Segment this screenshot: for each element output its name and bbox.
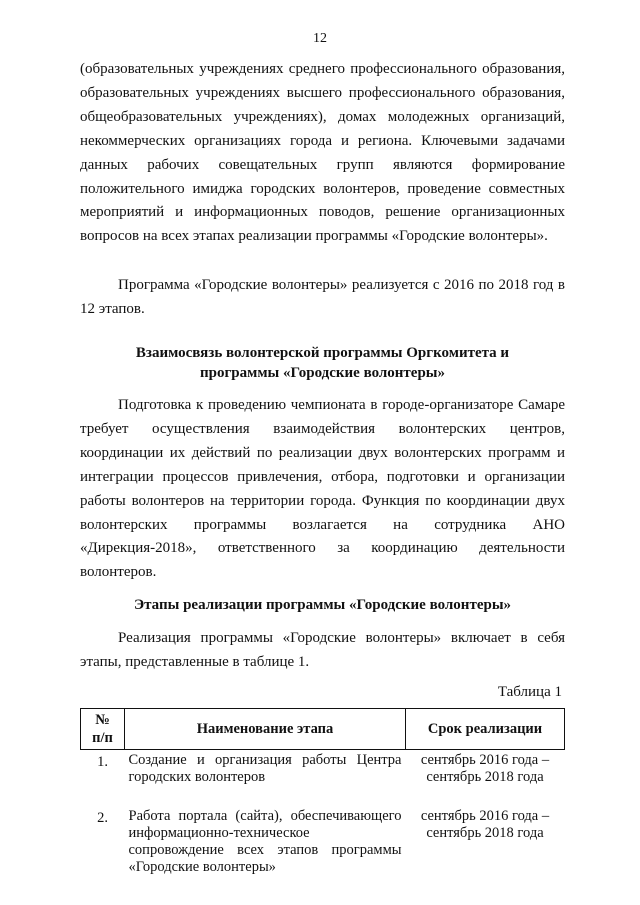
table-row (81, 750, 565, 807)
header-term: Срок реализации (406, 709, 565, 750)
coordination-paragraph: Подготовка к проведению чемпионата в городе-организаторе Самаре требует осуществления взаимодействия волонтерских центров, координации их действий по реализации двух волонтерских программ и интеграции процессов привлечения, отбора, подготовки и организации работы волонтеров на территории города. Функция по координации двух волонтерских программы возлагается на сотрудника АНО «Дирекция-2018», ответственного за координацию деятельности волонтеров. (80, 397, 565, 581)
table-caption: Таблица 1 (497, 684, 562, 700)
header-number-abbr: п/п (92, 730, 113, 746)
table-header-row (81, 709, 565, 750)
section-heading-line: программы «Городские волонтеры» (199, 365, 446, 381)
row-term-end: сентябрь 2018 года (426, 825, 544, 841)
program-period-paragraph: Программа «Городские волонтеры» реализуется с 2016 по 2018 год в 12 этапов. (80, 277, 565, 317)
row-term-start: сентябрь 2016 года – (420, 808, 550, 824)
row-stage-name: Создание и организация работы Центра городских волонтеров (128, 752, 402, 785)
row-term (406, 806, 565, 896)
row-term-start: сентябрь 2016 года – (420, 752, 550, 768)
section-heading-line: Взаимосвязь волонтерской программы Оргкомитета и (135, 345, 510, 361)
stages-table (80, 708, 565, 896)
page-number: 12 (313, 31, 327, 46)
header-number (81, 709, 125, 750)
row-term-end: сентябрь 2018 года (426, 769, 544, 785)
intro-paragraph: (образовательных учреждениях среднего профессионального образования, образовательных учреждениях высшего профессионального образования, общеобразовательных учреждениях), домах молодежных организаций, некоммерческих организациях города и региона. Ключевыми задачами данных рабочих совещательных групп являются формирование положительного имиджа городских волонтеров, проведение совместных мероприятий и информационных поводов, решение организационных вопросов на всех этапах реализации программы «Городские волонтеры». (80, 61, 565, 245)
header-stage-name: Наименование этапа (125, 709, 406, 750)
section-heading-stages: Этапы реализации программы «Городские волонтеры» (133, 597, 512, 613)
row-stage-name: Работа портала (сайта), обеспечивающего информационно-техническое сопровождение всех этапов программы «Городские волонтеры» (128, 808, 402, 875)
section-heading-interrelation (80, 343, 565, 383)
stages-intro-paragraph: Реализация программы «Городские волонтеры» включает в себя этапы, представленные в таблице 1. (80, 630, 565, 670)
header-number-symbol: № (95, 712, 110, 728)
table-row (81, 806, 565, 896)
row-number: 2. (97, 810, 108, 826)
row-number: 1. (97, 754, 108, 770)
row-term (406, 750, 565, 807)
